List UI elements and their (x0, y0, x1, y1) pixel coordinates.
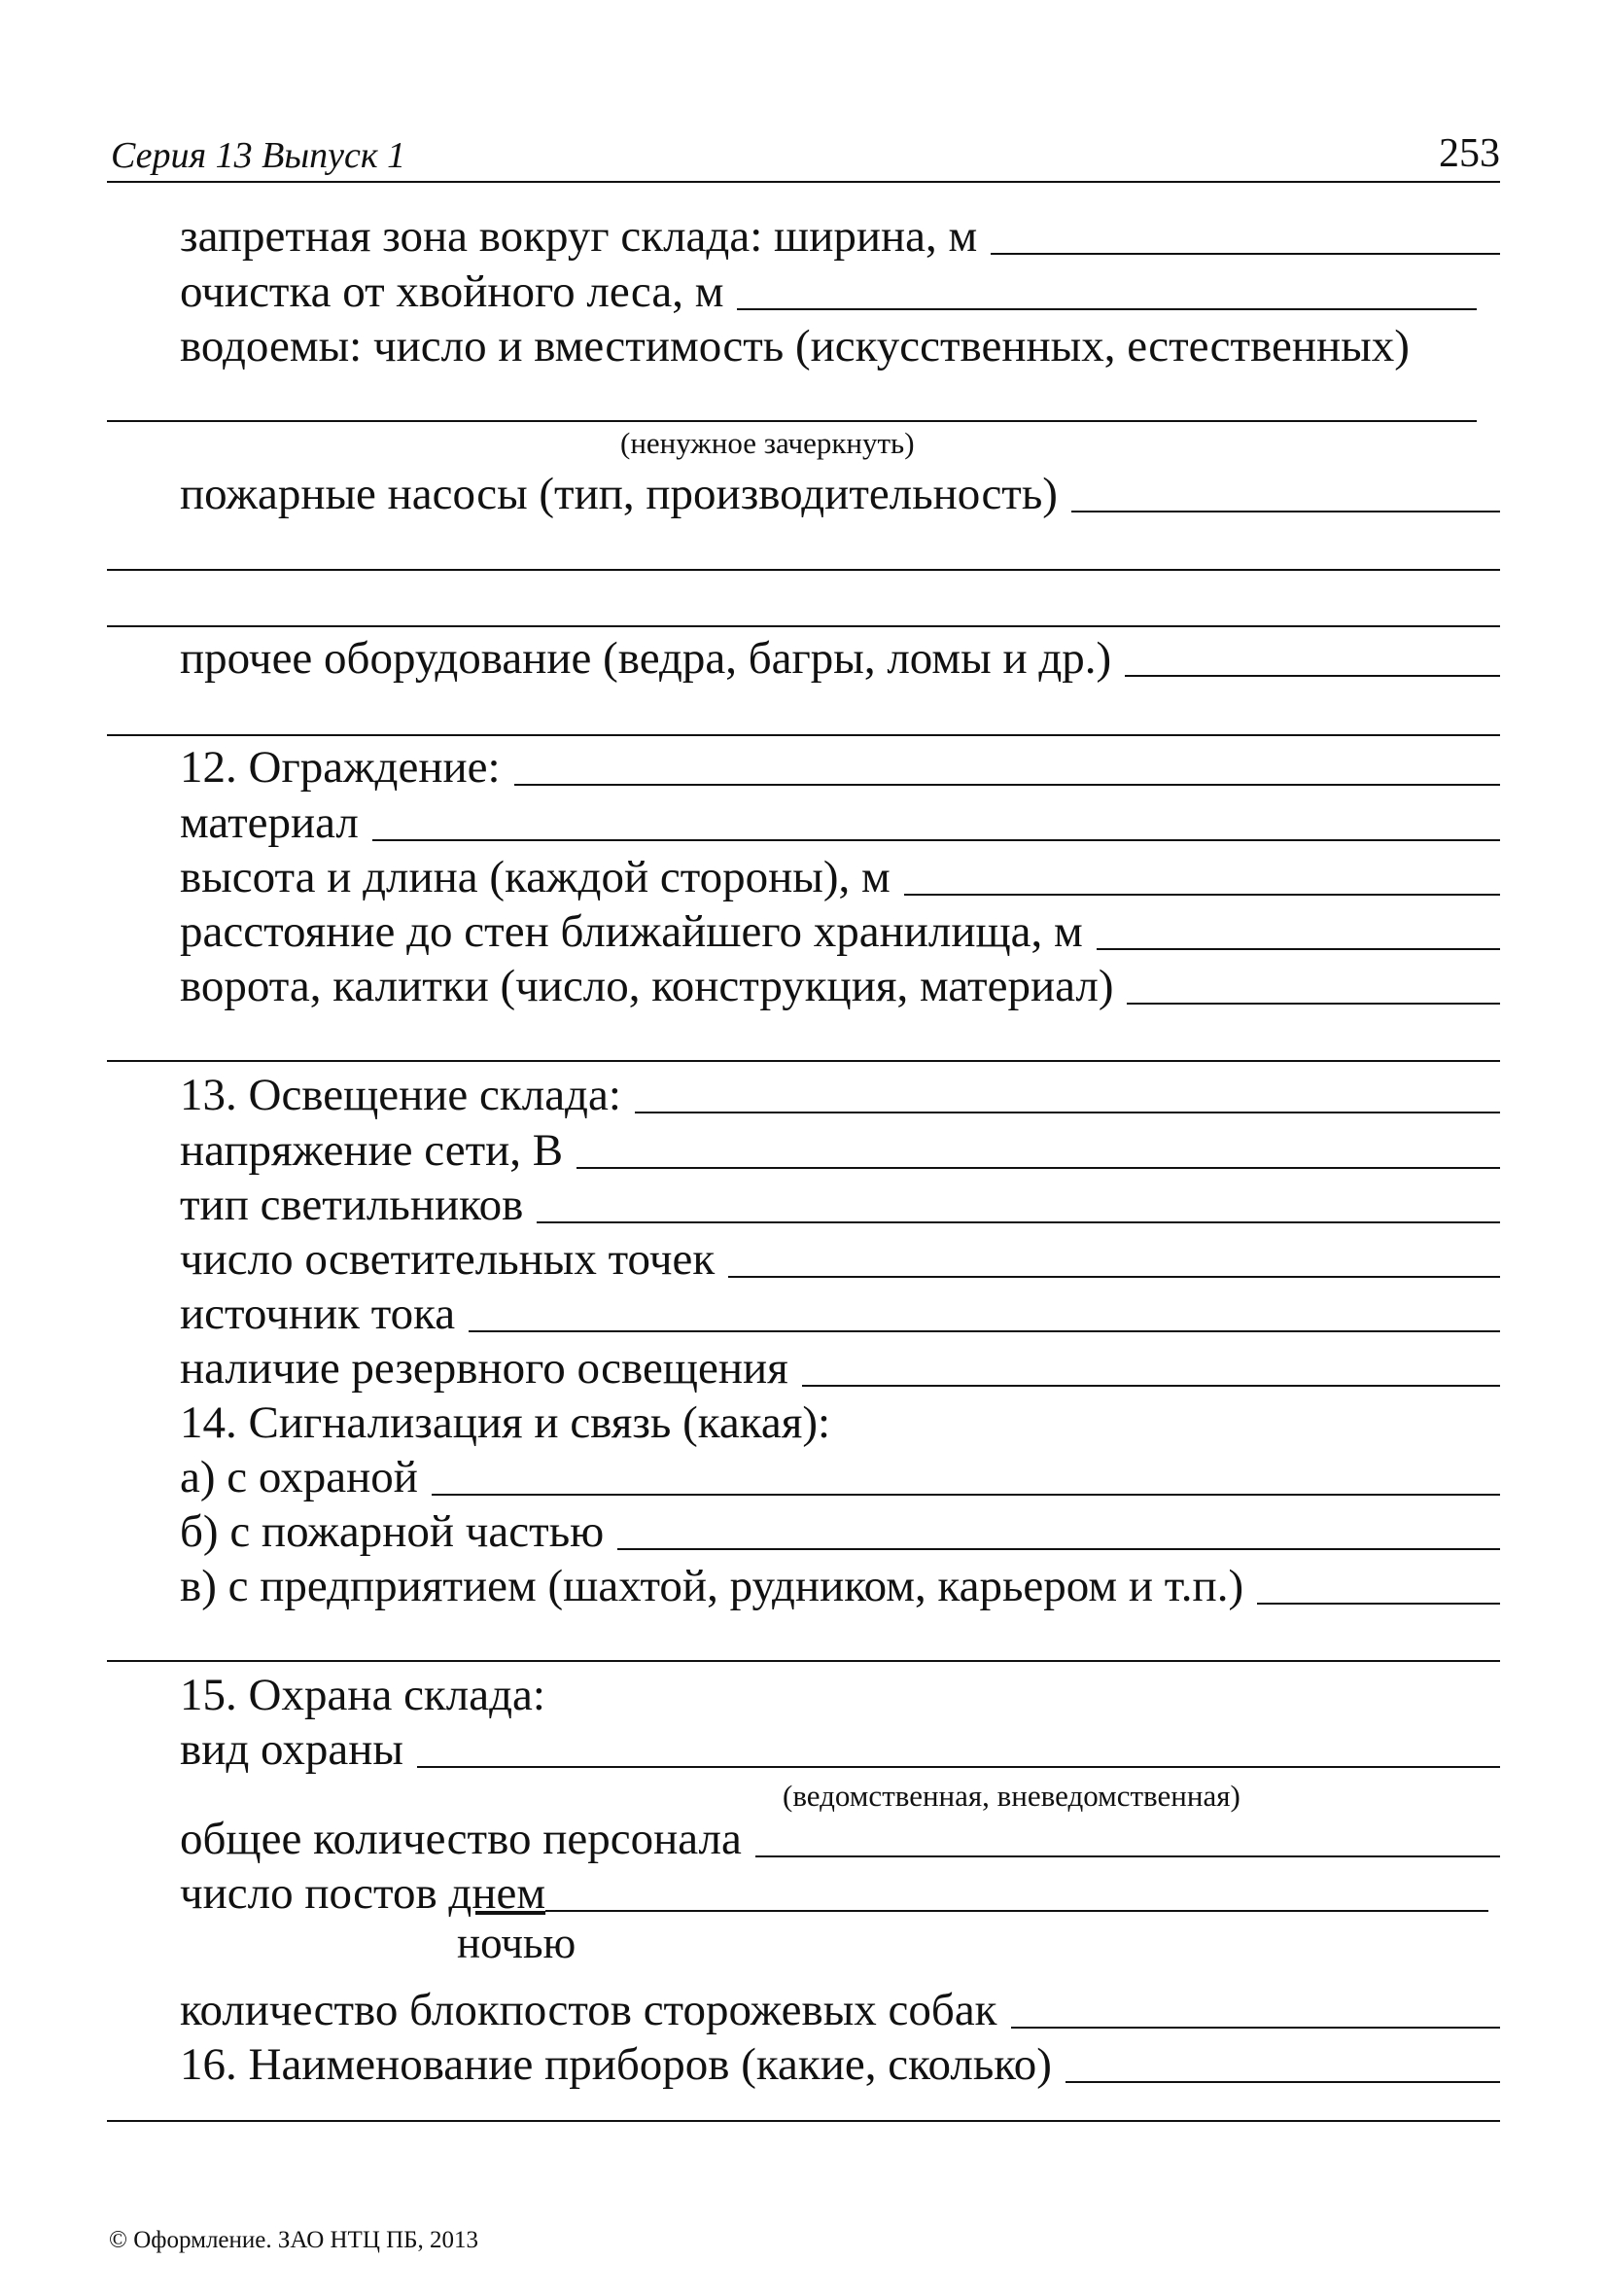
line-vid-ohrany (180, 1724, 1500, 1775)
line-material (180, 797, 1500, 848)
section-heading: 12. Ограждение: (180, 742, 501, 793)
blank-field[interactable] (991, 252, 1500, 255)
series-title: Серия 13 Выпуск 1 (111, 135, 406, 176)
blank-field[interactable] (1125, 674, 1500, 677)
blank-line[interactable] (107, 734, 1500, 736)
blank-field[interactable] (728, 1275, 1500, 1278)
blank-line[interactable] (107, 569, 1500, 571)
blank-field[interactable] (1066, 2080, 1500, 2083)
blank-field[interactable] (1071, 510, 1500, 512)
line-label: ворота, калитки (число, конструкция, материал) (180, 961, 1114, 1011)
line-label: б) с пожарной частью (180, 1506, 605, 1557)
blank-field[interactable] (904, 893, 1500, 896)
hint-note: (ненужное зачеркнуть) (620, 426, 915, 460)
line-label: источник тока (180, 1289, 456, 1339)
line-label (180, 1868, 546, 1919)
line-label: наличие резервного освещения (180, 1343, 788, 1394)
line-label: материал (180, 797, 359, 848)
line-s-pozharnoy (180, 1506, 1500, 1557)
running-header (107, 126, 1500, 183)
blank-field[interactable] (1257, 1602, 1500, 1605)
blank-field[interactable] (432, 1493, 1500, 1496)
line-label: количество блокпостов сторожевых собак (180, 1985, 997, 2035)
posts-prefix: число постов (180, 1868, 437, 1919)
line-rezervnoe (180, 1343, 1500, 1394)
line-label: тип светильников (180, 1180, 524, 1230)
section-12 (180, 742, 1500, 793)
blank-field[interactable] (617, 1547, 1500, 1550)
line-label: напряжение сети, В (180, 1125, 564, 1176)
line-label: очистка от хвойного леса, м (180, 266, 724, 317)
section-heading: 15. Охрана склада: (180, 1670, 545, 1720)
blank-field[interactable] (469, 1329, 1500, 1332)
line-s-ohranoy (180, 1452, 1500, 1502)
blank-field[interactable] (635, 1111, 1500, 1113)
blank-field[interactable] (514, 783, 1500, 786)
page-number: 253 (1439, 131, 1500, 176)
section-15 (180, 1670, 1500, 1720)
line-label: запретная зона вокруг склада: ширина, м (180, 211, 978, 262)
line-chislo-tochek (180, 1234, 1500, 1285)
blank-field[interactable] (545, 1909, 1488, 1912)
section-14 (180, 1397, 1500, 1448)
line-s-predpriyatiem (180, 1561, 1500, 1611)
line-ochistka (180, 266, 1477, 317)
blank-line[interactable] (107, 1060, 1500, 1062)
blank-line[interactable] (107, 625, 1500, 627)
line-label: в) с предприятием (шахтой, рудником, карьером и т.п.) (180, 1561, 1244, 1611)
posts-day: днем (448, 1868, 546, 1919)
blank-field[interactable] (755, 1854, 1500, 1857)
section-heading: 16. Наименование приборов (какие, сколько) (180, 2039, 1052, 2090)
section-heading: 13. Освещение склада: (180, 1070, 621, 1120)
line-label: пожарные насосы (тип, производительность) (180, 469, 1058, 519)
blank-field[interactable] (372, 838, 1500, 841)
line-label: а) с охраной (180, 1452, 418, 1502)
line-vodoemy (180, 321, 1500, 371)
line-personal (180, 1814, 1500, 1864)
line-vysota (180, 852, 1500, 902)
posts-night: ночью (457, 1919, 576, 1967)
line-vorota (180, 961, 1500, 1011)
line-rasstoyanie (180, 906, 1500, 957)
blank-field[interactable] (1097, 947, 1500, 950)
blank-field[interactable] (1127, 1002, 1500, 1005)
section-16 (180, 2039, 1500, 2090)
hint-note: (ведомственная, вневедомственная) (783, 1779, 1240, 1813)
line-blokposty (180, 1985, 1500, 2035)
line-chislo-postov (180, 1868, 1488, 1919)
blank-field[interactable] (417, 1765, 1500, 1768)
line-label: число осветительных точек (180, 1234, 716, 1285)
blank-line[interactable] (107, 420, 1477, 422)
line-tip-svetilnikov (180, 1180, 1500, 1230)
blank-field[interactable] (737, 307, 1477, 310)
line-prochee (180, 633, 1500, 684)
blank-field[interactable] (1011, 2026, 1500, 2029)
blank-line[interactable] (107, 2120, 1500, 2122)
blank-field[interactable] (802, 1384, 1500, 1387)
line-label: вид охраны (180, 1724, 403, 1775)
blank-line[interactable] (107, 1660, 1500, 1662)
blank-field[interactable] (576, 1166, 1500, 1169)
line-label: расстояние до стен ближайшего хранилища, м (180, 906, 1083, 957)
line-label: высота и длина (каждой стороны), м (180, 852, 891, 902)
line-nasosy (180, 469, 1500, 519)
line-napryazhenie (180, 1125, 1500, 1176)
line-label: общее количество персонала (180, 1814, 742, 1864)
section-heading: 14. Сигнализация и связь (какая): (180, 1397, 831, 1448)
line-zapretnaya-zona (180, 211, 1500, 262)
blank-field[interactable] (537, 1220, 1500, 1223)
copyright-footer: © Оформление. ЗАО НТЦ ПБ, 2013 (109, 2227, 479, 2253)
section-13 (180, 1070, 1500, 1120)
line-istochnik-toka (180, 1291, 1500, 1337)
line-label: водоемы: число и вместимость (искусственных, естественных) (180, 321, 1410, 371)
line-label: прочее оборудование (ведра, багры, ломы и др.) (180, 633, 1112, 684)
